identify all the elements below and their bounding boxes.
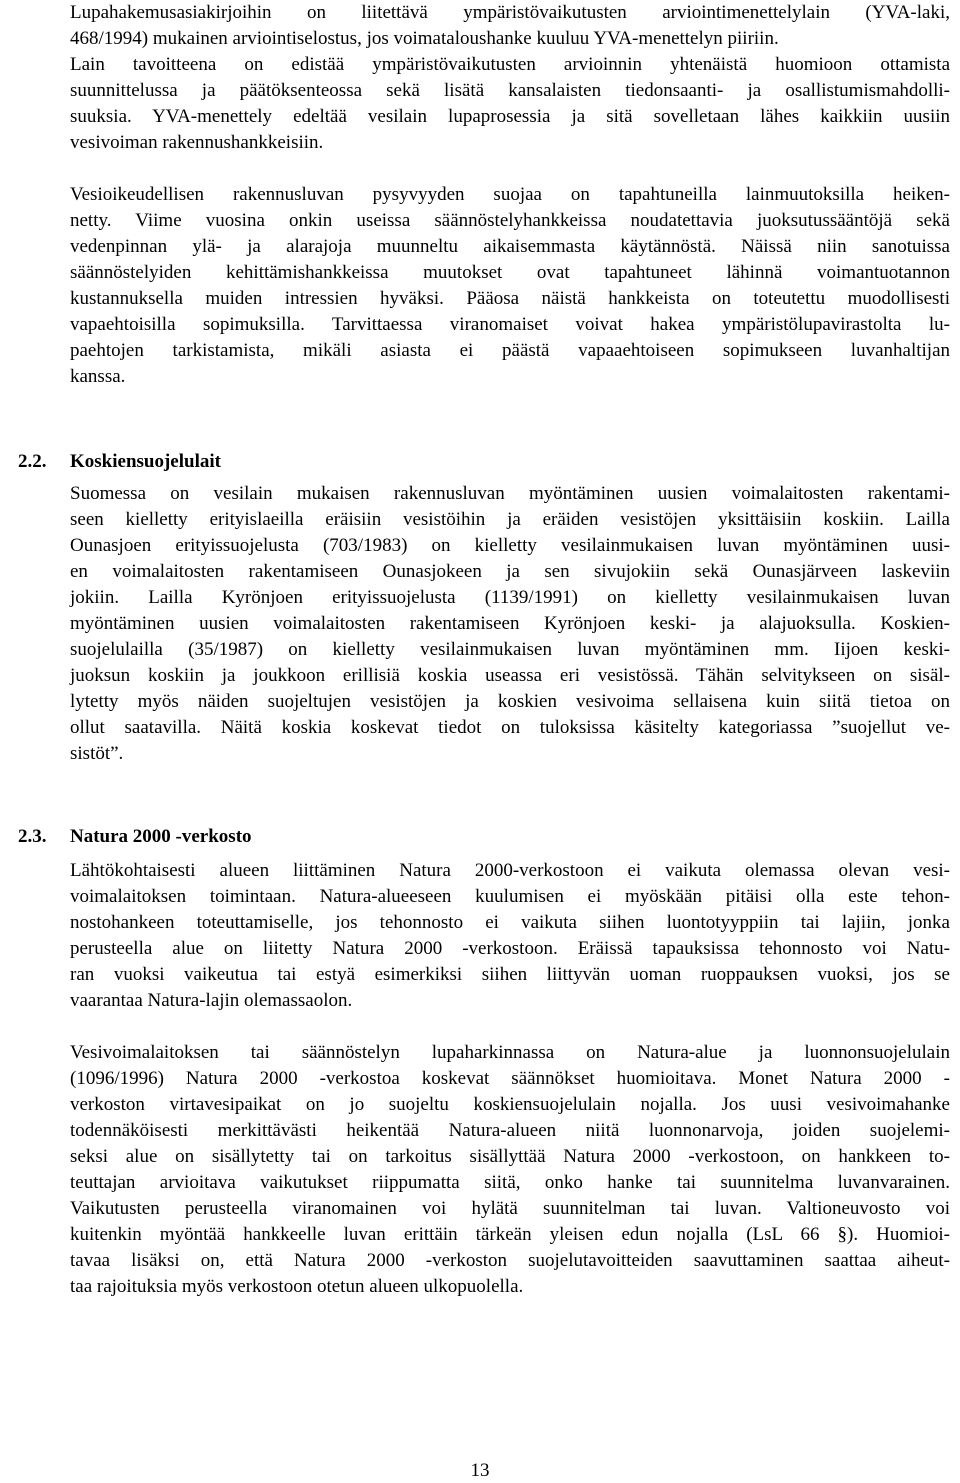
section-number: 2.2. xyxy=(18,451,47,472)
section-heading-2-3 xyxy=(18,824,898,850)
text-line: Vaikutusten perusteella viranomainen voi hylätä suunnitelman tai luvan. Valtioneuvosto voi xyxy=(70,1198,950,1219)
text-line: ran vuoksi vaikeutua tai estyä esimerkiksi siihen liittyvän uoman ruoppauksen vuoksi, jos se xyxy=(70,964,950,985)
section-heading-2-2 xyxy=(18,449,898,475)
text-line: tavaa lisäksi on, että Natura 2000 -verkoston suojelutavoitteiden saavuttaminen saattaa aiheut- xyxy=(70,1250,950,1271)
text-line: suojelulailla (35/1987) on kielletty vesilainmukaisen luvan myöntäminen mm. Iijoen keski- xyxy=(70,639,950,660)
section-title: Koskiensuojelulait xyxy=(70,451,221,472)
text-line: juoksun koskiin ja joukkoon erillisiä koskia useassa eri vesistössä. Tähän selvitykseen on sisäl- xyxy=(70,665,950,686)
text-line: säännöstelyiden kehittämishankkeissa muutokset ovat tapahtuneet lähinnä voimantuotannon xyxy=(70,262,950,283)
section-title: Natura 2000 -verkosto xyxy=(70,826,252,847)
text-line: taa rajoituksia myös verkostoon otetun alueen ulkopuolella. xyxy=(70,1276,524,1297)
text-line: paehtojen tarkistamista, mikäli asiasta ei päästä vapaaehtoiseen sopimukseen luvanhaltijan xyxy=(70,340,950,361)
text-line: perusteella alue on liitetty Natura 2000 -verkostoon. Eräissä tapauksissa tehonnosto voi Natu- xyxy=(70,938,950,959)
text-line: myöntäminen uusien voimalaitosten rakentamiseen Kyrönjoen keski- ja alajuoksulla. Koskien- xyxy=(70,613,950,634)
text-line: jokiin. Lailla Kyrönjoen erityissuojelusta (1139/1991) on kielletty vesilainmukaisen luvan xyxy=(70,587,950,608)
text-line: Ounasjoen erityissuojelusta (703/1983) on kielletty vesilainmukaisen luvan myöntäminen uusi- xyxy=(70,535,950,556)
intro-paragraph xyxy=(70,0,950,156)
text-line: seen kielletty erityislaeilla eräisiin vesistöihin ja eräiden vesistöjen yksittäisiin koskiin. Lailla xyxy=(70,509,950,530)
text-line: en voimalaitosten rakentamiseen Ounasjokeen ja sen sivujokiin sekä Ounasjärveen laskeviin xyxy=(70,561,950,582)
text-line: nostohankeen toteuttamiselle, jos tehonnosto ei vaikuta siihen luontotyyppiin tai lajiin, jonka xyxy=(70,912,950,933)
text-line: netty. Viime vuosina onkin useissa säännöstelyhankkeissa noudatettavia juoksutussääntöjä sekä xyxy=(70,210,950,231)
text-line: ollut saatavilla. Näitä koskia koskevat tiedot on tuloksissa käsitelty kategoriassa ”suojellut ve- xyxy=(70,717,950,738)
text-line: lytetty myös näiden suojeltujen vesistöjen ja koskien vesivoima sellaisena kuin siitä tietoa on xyxy=(70,691,950,712)
text-line: verkoston virtavesipaikat on jo suojeltu koskiensuojelulain nojalla. Jos uusi vesivoimahanke xyxy=(70,1094,950,1115)
section-2-3-paragraph-1 xyxy=(70,858,950,1014)
text-line: teuttajan arvioitava vaikutukset riippumatta siitä, onko hanke tai suunnitelma luvanvarainen. xyxy=(70,1172,950,1193)
text-line: sistöt”. xyxy=(70,743,124,764)
text-line: vapaehtoisilla sopimuksilla. Tarvittaessa viranomaiset voivat hakea ympäristölupavirastolta lu- xyxy=(70,314,950,335)
text-line: Vesioikeudellisen rakennusluvan pysyvyyden suojaa on tapahtuneilla lainmuutoksilla heiken- xyxy=(70,184,950,205)
section-2-2-body xyxy=(70,481,950,767)
text-line: kustannuksella muiden intressien hyväksi. Pääosa näistä hankkeista on toteutettu muodollisesti xyxy=(70,288,950,309)
text-line: vesivoiman rakennushankkeisiin. xyxy=(70,132,324,153)
paragraph-rakennuslupa xyxy=(70,182,950,390)
text-line: Lupahakemusasiakirjoihin on liitettävä ympäristövaikutusten arviointimenettelylain (YVA-laki, xyxy=(70,2,950,23)
text-line: vaarantaa Natura-lajin olemassaolon. xyxy=(70,990,353,1011)
text-line: Lähtökohtaisesti alueen liittäminen Natura 2000-verkostoon ei vaikuta olemassa olevan vesi- xyxy=(70,860,950,881)
text-line: seksi alue on sisällytetty tai on tarkoitus sisällyttää Natura 2000 -verkostoon, on hankkeen to- xyxy=(70,1146,950,1167)
text-line: vedenpinnan ylä- ja alarajoja muunneltu aikaisemmasta käytännöstä. Näissä niin sanotuissa xyxy=(70,236,950,257)
text-line: suuksia. YVA-menettely edeltää vesilain lupaprosessia ja sitä sovelletaan lähes kaikkiin uusiin xyxy=(70,106,950,127)
text-line: 468/1994) mukainen arviointiselostus, jos voimataloushanke kuuluu YVA-menettelyn piiriin. xyxy=(70,28,779,49)
page-number: 13 xyxy=(470,1460,490,1481)
text-line: suunnittelussa ja päätöksenteossa sekä lisätä kansalaisten tiedonsaanti- ja osallistumismahdolli- xyxy=(70,80,950,101)
text-line: kanssa. xyxy=(70,366,126,387)
text-line: kuitenkin myöntää hankkeelle luvan erittäin tärkeän yleisen edun nojalla (LsL 66 §). Huomioi- xyxy=(70,1224,950,1245)
text-line: todennäköisesti merkittävästi heikentää Natura-alueen niitä luonnonarvoja, joiden suojelemi- xyxy=(70,1120,950,1141)
text-line: Suomessa on vesilain mukaisen rakennusluvan myöntäminen uusien voimalaitosten rakentami- xyxy=(70,483,950,504)
section-2-3-paragraph-2 xyxy=(70,1040,950,1300)
text-line: Vesivoimalaitoksen tai säännöstelyn lupaharkinnassa on Natura-alue ja luonnonsuojelulain xyxy=(70,1042,950,1063)
text-line: voimalaitoksen toimintaan. Natura-alueeseen kuulumisen ei myöskään pitäisi olla este tehon- xyxy=(70,886,950,907)
section-number: 2.3. xyxy=(18,826,47,847)
text-line: (1096/1996) Natura 2000 -verkostoa koskevat säännökset huomioitava. Monet Natura 2000 - xyxy=(70,1068,950,1089)
text-line: Lain tavoitteena on edistää ympäristövaikutusten arvioinnin yhtenäistä huomioon ottamista xyxy=(70,54,950,75)
